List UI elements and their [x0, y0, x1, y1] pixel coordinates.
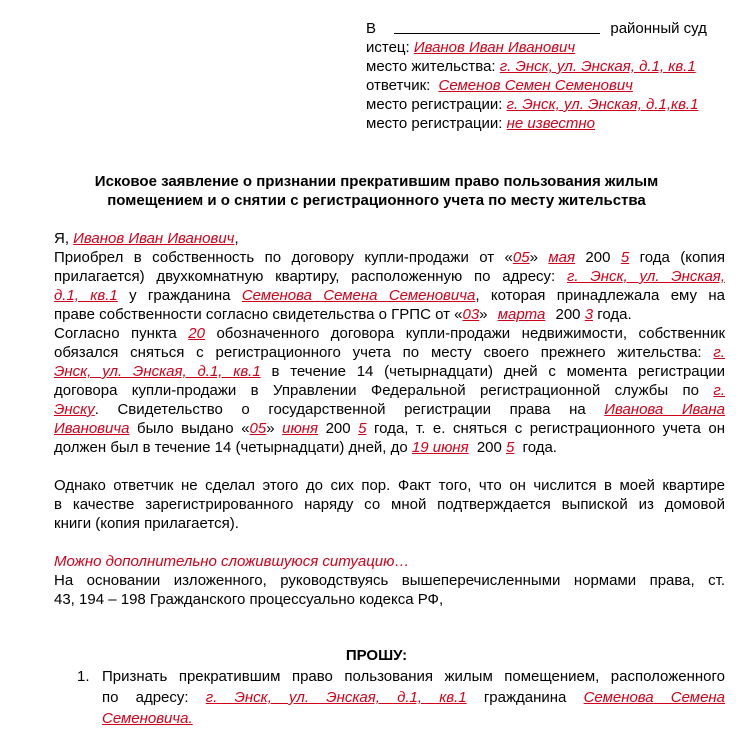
body-line-3: прилагается) двухкомнатную квартиру, расположенную по адресу: г. Энск, ул. Энская,: [54, 268, 725, 285]
registration2-line: место регистрации: не известно: [366, 115, 596, 132]
body-line-1: Я, Иванов Иван Иванович,: [54, 230, 239, 247]
note-line: Можно дополнительно сложившуюся ситуацию…: [54, 553, 410, 570]
request-item-line-2: по адресу: г. Энск, ул. Энская, д.1, кв.1 гражданина Семенова Семена: [102, 689, 726, 706]
request-item-line-3: Семеновича.: [102, 710, 193, 727]
body-line-11: Ивановича было выдано «05» июня 200 5 года, т. е. сняться с регистрационного учета он: [54, 420, 725, 437]
court-line: В районный суд: [366, 20, 707, 37]
defendant-line: ответчик: Семенов Семен Семенович: [366, 77, 633, 94]
registration-line: место регистрации: г. Энск, ул. Энская, д.1,кв.1: [366, 96, 699, 113]
residence-line: место жительства: г. Энск, ул. Энская, д.1, кв.1: [366, 58, 696, 75]
p2-line-1: Однако ответчик не сделал этого до сих пор. Факт того, что он числится в моей квартире: [54, 477, 725, 494]
p2-line-2: в качестве зарегистрированного наряду со мной подтверждается выпиской из домовой: [54, 496, 725, 513]
plaintiff-name: Иванов Иван Иванович: [413, 39, 576, 56]
request-item-line-1: Признать прекратившим право пользования жилым помещением, расположенного: [102, 668, 725, 685]
residence-value: г. Энск, ул. Энская, д.1, кв.1: [499, 58, 696, 75]
document-title-line1: Исковое заявление о признании прекратившим право пользования жилым: [94, 173, 659, 190]
p2-line-3: книги (копия прилагается).: [54, 515, 239, 532]
p3-line-2: 43, 194 – 198 Гражданского процессуально кодекса РФ,: [54, 591, 444, 608]
body-line-10: Энску. Свидетельство о государственной регистрации права на Иванова Ивана: [54, 401, 725, 418]
body-line-12: должен был в течение 14 (четырнадцати) дней, до 19 июня 200 5 года.: [54, 439, 557, 456]
body-line-6: Согласно пункта 20 обозначенного договора купли-продажи недвижимости, собственник: [54, 325, 726, 342]
defendant-name: Семенов Семен Семенович: [438, 77, 633, 94]
body-line-2: Приобрел в собственность по договору купли-продажи от «05» мая 200 5 года (копия: [54, 249, 725, 266]
body-line-4: д.1, кв.1 у гражданина Семенова Семена Семеновича, которая принадлежала ему на: [54, 287, 726, 304]
court-blank: [394, 19, 600, 34]
plaintiff-line: истец: Иванов Иван Иванович: [366, 39, 576, 56]
registration-value: г. Энск, ул. Энская, д.1,кв.1: [506, 96, 699, 113]
request-heading: ПРОШУ:: [345, 647, 408, 664]
p3-line-1: На основании изложенного, руководствуясь вышеперечисленными нормами права, ст.: [54, 572, 725, 589]
body-line-5: праве собственности согласно свидетельства о ГРПС от «03» марта 200 3 года.: [54, 306, 632, 323]
document-title-line2: помещением и о снятии с регистрационного учета по месту жительства: [107, 192, 646, 209]
body-line-7: обязался сняться с регистрационного учета по месту своего прежнего жительства: г.: [54, 344, 725, 361]
request-item-number: 1.: [77, 668, 90, 685]
body-line-9: договора купли-продажи в Управлении Федеральной регистрационной службы по г.: [54, 382, 725, 399]
registration2-value: не известно: [506, 115, 596, 132]
body-line-8: Энск, ул. Энская, д.1, кв.1 в течение 14 (четырнадцати) дней с момента регистрации: [54, 363, 725, 380]
